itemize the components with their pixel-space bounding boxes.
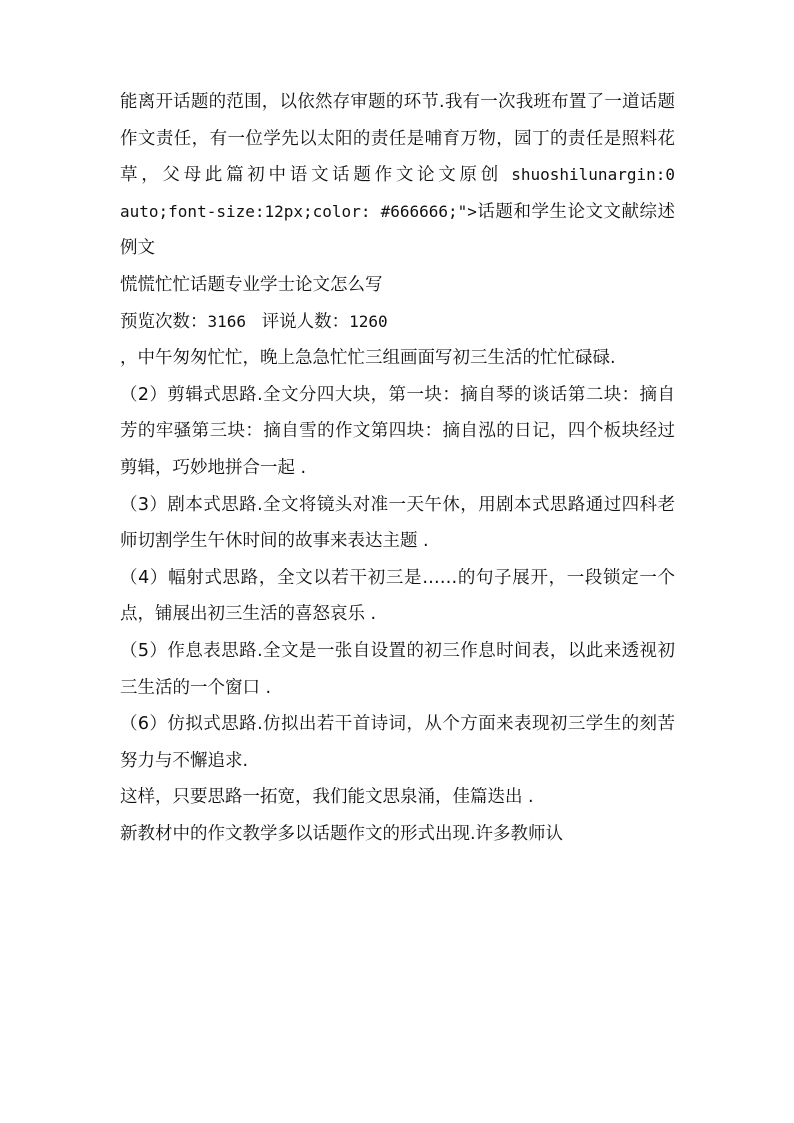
views-count: 3166 (207, 311, 247, 331)
paragraph-script-approach: （3）剧本式思路.全文将镜头对准一天午休，用剧本式思路通过四科老师切割学生午休时间的故事来表达主题 . (120, 494, 675, 552)
paragraph-intro (120, 84, 675, 267)
paragraph-busy-life: ，中午匆匆忙忙，晚上急急忙忙三组画面写初三生活的忙忙碌碌. (120, 348, 616, 369)
views-label: 预览次数： (120, 311, 208, 332)
paragraph-intro-text: 能离开话题的范围，以依然存审题的环节.我有一次我班布置了一道话题作文责任，有一位学先以太阳的责任是哺育万物，园丁的责任是照料花草，父母此篇初中语文话题作文论文原创 (120, 92, 675, 186)
document-body (120, 84, 675, 852)
stray-css-fragment: shuoshilunargin:0 auto;font-size:12px;color: #666666;"> (120, 165, 675, 221)
reviews-count: 1260 (349, 311, 388, 331)
article-stats (120, 304, 675, 341)
paragraph-conclusion: 这样，只要思路一拓宽，我们能文思泉涌，佳篇迭出 . (120, 787, 534, 808)
reviews-label: 评说人数： (261, 311, 350, 332)
related-link-text: 话题和学生论文文献综述例文 (120, 201, 675, 259)
paragraph-editing-approach: （2）剪辑式思路.全文分四大块，第一块：摘自琴的谈话第二块：摘自芳的牢骚第三块：摘自雪的作文第四块：摘自泓的日记，四个板块经过剪辑，巧妙地拼合一起 . (120, 384, 675, 478)
paragraph-schedule-approach: （5）作息表思路.全文是一张自设置的初三作息时间表，以此来透视初三生活的一个窗口 . (120, 640, 675, 698)
paragraph-radiating-approach: （4）幅射式思路，全文以若干初三是……的句子展开，一段锁定一个点，铺展出初三生活的喜怒哀乐 . (120, 567, 675, 625)
paragraph-new-textbook: 新教材中的作文教学多以话题作文的形式出现.许多教师认 (120, 823, 564, 844)
paragraph-imitation-approach: （6）仿拟式思路.仿拟出若干首诗词，从个方面来表现初三学生的刻苦努力与不懈追求. (120, 714, 675, 771)
article-heading: 慌慌忙忙话题专业学士论文怎么写 (120, 274, 383, 295)
